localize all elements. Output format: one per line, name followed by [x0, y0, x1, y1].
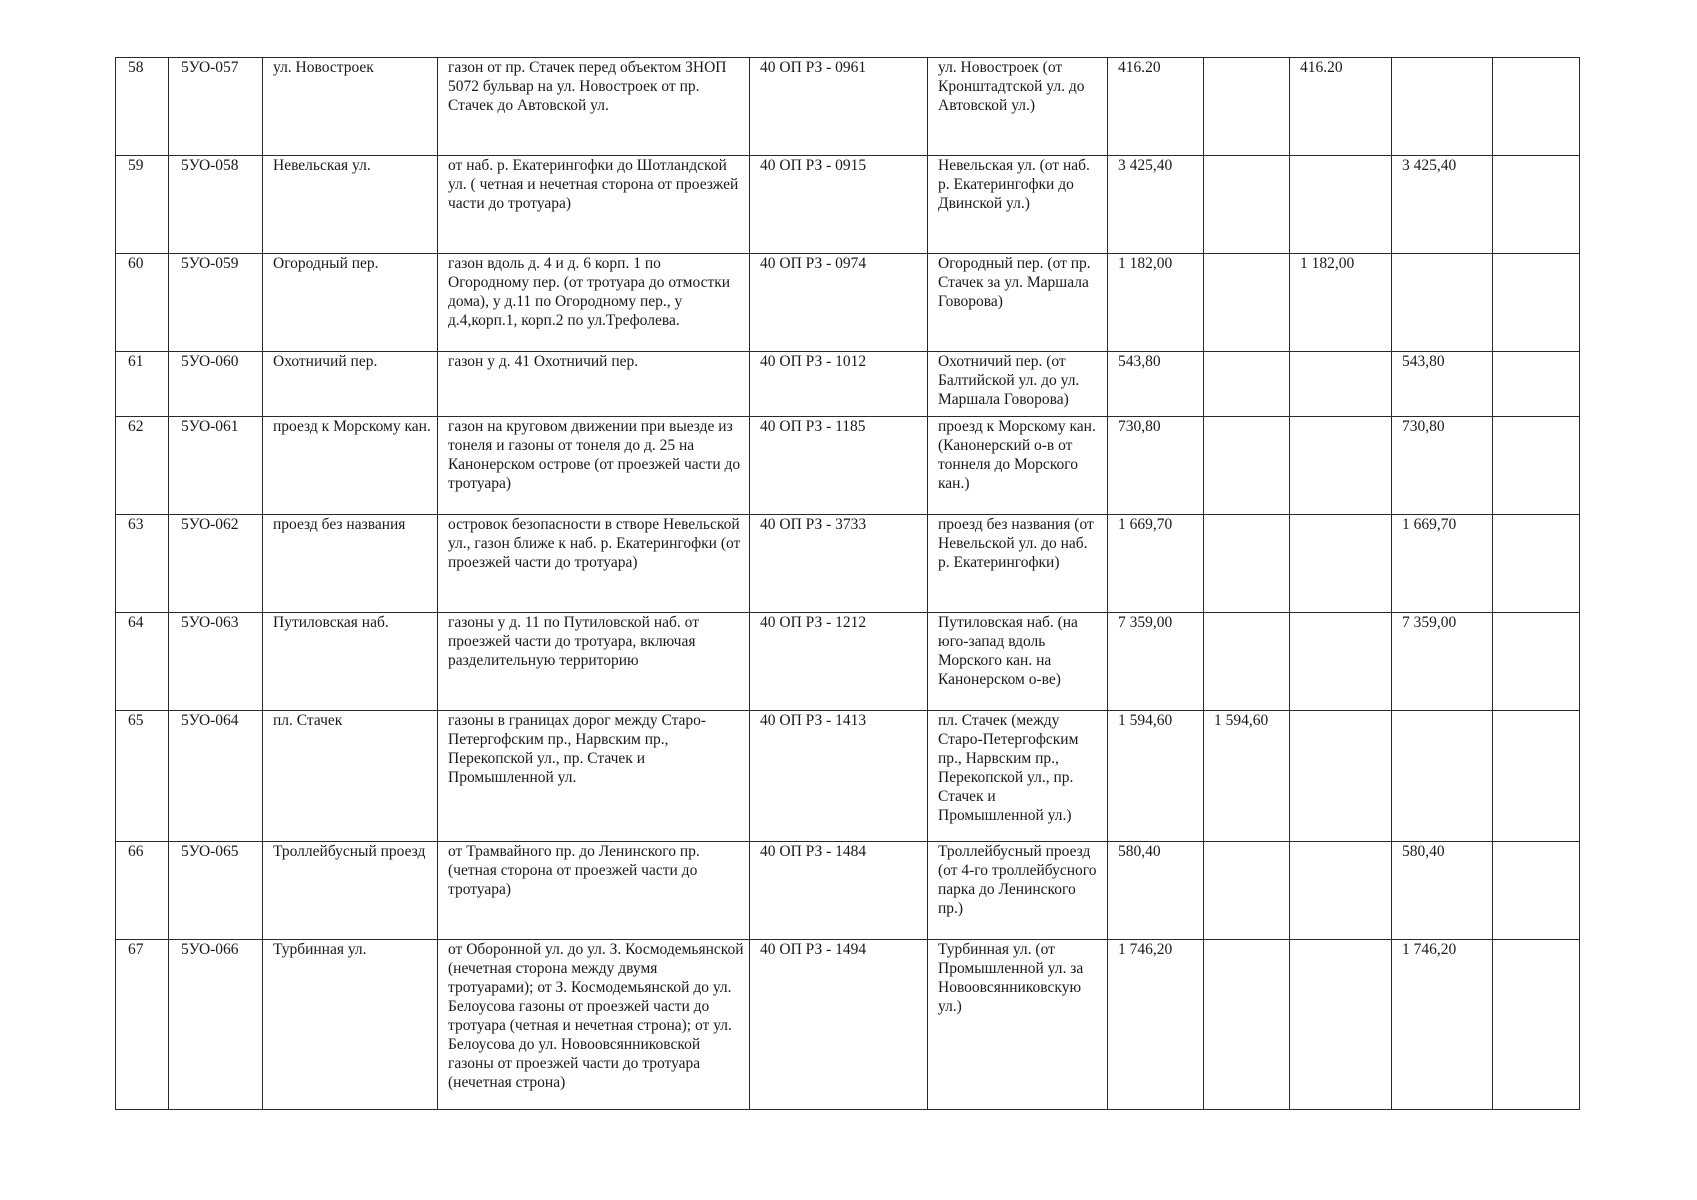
- road-section-cell: Огородный пер. (от пр. Стачек за ул. Маршала Говорова): [928, 254, 1108, 352]
- green-zones-table: [115, 57, 1580, 1110]
- area-column-4-cell: [1493, 940, 1580, 1110]
- table-row: [116, 842, 1580, 940]
- area-column-1-cell: [1204, 515, 1290, 613]
- area-column-3-cell: 3 425,40: [1392, 156, 1493, 254]
- total-area-cell: 1 594,60: [1108, 711, 1204, 842]
- area-column-1-cell: [1204, 613, 1290, 711]
- total-area-cell: 580,40: [1108, 842, 1204, 940]
- area-column-3-cell: [1392, 711, 1493, 842]
- street-name-cell: Троллейбусный проезд: [263, 842, 438, 940]
- total-area-cell: 7 359,00: [1108, 613, 1204, 711]
- object-code-cell: 5УО-065: [169, 842, 263, 940]
- row-number-cell: 61: [116, 352, 169, 417]
- total-area-cell: 730,80: [1108, 417, 1204, 515]
- area-column-4-cell: [1493, 156, 1580, 254]
- area-column-1-cell: 1 594,60: [1204, 711, 1290, 842]
- object-code-cell: 5УО-059: [169, 254, 263, 352]
- object-code-cell: 5УО-060: [169, 352, 263, 417]
- road-id-cell: 40 ОП РЗ - 3733: [750, 515, 928, 613]
- road-section-cell: Невельская ул. (от наб. р. Екатерингофки до Двинской ул.): [928, 156, 1108, 254]
- area-column-4-cell: [1493, 613, 1580, 711]
- area-column-1-cell: [1204, 842, 1290, 940]
- area-column-4-cell: [1493, 352, 1580, 417]
- street-name-cell: Турбинная ул.: [263, 940, 438, 1110]
- green-zone-description-cell: газон вдоль д. 4 и д. 6 корп. 1 по Огородному пер. (от тротуара до отмостки дома), у д.11 по Огородному пер., у д.4,корп.1, корп.2 по ул.Трефолева.: [438, 254, 750, 352]
- area-column-1-cell: [1204, 156, 1290, 254]
- road-section-cell: проезд без названия (от Невельской ул. до наб. р. Екатерингофки): [928, 515, 1108, 613]
- green-zone-description-cell: островок безопасности в створе Невельской ул., газон ближе к наб. р. Екатерингофки (от проезжей части до тротуара): [438, 515, 750, 613]
- object-code-cell: 5УО-058: [169, 156, 263, 254]
- street-name-cell: ул. Новостроек: [263, 58, 438, 156]
- object-code-cell: 5УО-057: [169, 58, 263, 156]
- street-name-cell: Невельская ул.: [263, 156, 438, 254]
- street-name-cell: проезд без названия: [263, 515, 438, 613]
- area-column-3-cell: [1392, 254, 1493, 352]
- road-section-cell: Турбинная ул. (от Промышленной ул. за Новоовсянниковскую ул.): [928, 940, 1108, 1110]
- table-row: [116, 613, 1580, 711]
- total-area-cell: 543,80: [1108, 352, 1204, 417]
- total-area-cell: 416.20: [1108, 58, 1204, 156]
- road-id-cell: 40 ОП РЗ - 0915: [750, 156, 928, 254]
- road-id-cell: 40 ОП РЗ - 1413: [750, 711, 928, 842]
- road-section-cell: ул. Новостроек (от Кронштадтской ул. до Автовской ул.): [928, 58, 1108, 156]
- row-number-cell: 64: [116, 613, 169, 711]
- area-column-4-cell: [1493, 58, 1580, 156]
- road-id-cell: 40 ОП РЗ - 1484: [750, 842, 928, 940]
- table-row: [116, 254, 1580, 352]
- area-column-3-cell: 580,40: [1392, 842, 1493, 940]
- area-column-2-cell: [1290, 613, 1392, 711]
- object-code-cell: 5УО-064: [169, 711, 263, 842]
- area-column-4-cell: [1493, 417, 1580, 515]
- road-id-cell: 40 ОП РЗ - 1494: [750, 940, 928, 1110]
- area-column-2-cell: [1290, 940, 1392, 1110]
- street-name-cell: Охотничий пер.: [263, 352, 438, 417]
- area-column-2-cell: [1290, 842, 1392, 940]
- row-number-cell: 66: [116, 842, 169, 940]
- area-column-2-cell: 1 182,00: [1290, 254, 1392, 352]
- object-code-cell: 5УО-066: [169, 940, 263, 1110]
- total-area-cell: 1 669,70: [1108, 515, 1204, 613]
- street-name-cell: Огородный пер.: [263, 254, 438, 352]
- area-column-3-cell: 543,80: [1392, 352, 1493, 417]
- area-column-3-cell: 7 359,00: [1392, 613, 1493, 711]
- road-id-cell: 40 ОП РЗ - 0974: [750, 254, 928, 352]
- area-column-2-cell: [1290, 711, 1392, 842]
- table-row: [116, 940, 1580, 1110]
- street-name-cell: Путиловская наб.: [263, 613, 438, 711]
- road-id-cell: 40 ОП РЗ - 1212: [750, 613, 928, 711]
- road-section-cell: Троллейбусный проезд (от 4-го троллейбусного парка до Ленинского пр.): [928, 842, 1108, 940]
- total-area-cell: 1 746,20: [1108, 940, 1204, 1110]
- table-row: [116, 156, 1580, 254]
- row-number-cell: 65: [116, 711, 169, 842]
- road-id-cell: 40 ОП РЗ - 1185: [750, 417, 928, 515]
- table-body: [116, 58, 1580, 1110]
- table-row: [116, 417, 1580, 515]
- area-column-3-cell: 1 746,20: [1392, 940, 1493, 1110]
- total-area-cell: 1 182,00: [1108, 254, 1204, 352]
- street-name-cell: пл. Стачек: [263, 711, 438, 842]
- area-column-4-cell: [1493, 711, 1580, 842]
- area-column-2-cell: [1290, 417, 1392, 515]
- area-column-2-cell: [1290, 156, 1392, 254]
- area-column-3-cell: [1392, 58, 1493, 156]
- road-section-cell: Путиловская наб. (на юго-запад вдоль Морского кан. на Канонерском о-ве): [928, 613, 1108, 711]
- table-row: [116, 711, 1580, 842]
- area-column-4-cell: [1493, 842, 1580, 940]
- road-section-cell: проезд к Морскому кан. (Канонерский о-в от тоннеля до Морского кан.): [928, 417, 1108, 515]
- area-column-2-cell: [1290, 352, 1392, 417]
- road-id-cell: 40 ОП РЗ - 0961: [750, 58, 928, 156]
- area-column-1-cell: [1204, 940, 1290, 1110]
- table-row: [116, 58, 1580, 156]
- green-zone-description-cell: от Оборонной ул. до ул. З. Космодемьянской (нечетная сторона между двумя тротуарами); от З. Космодемьянской до ул. Белоусова газоны от проезжей части до тротуара (четная и нечетная строна); от ул. Белоусова до ул. Новоовсянниковской газоны от проезжей части до тротуара (нечетная строна): [438, 940, 750, 1110]
- area-column-4-cell: [1493, 515, 1580, 613]
- green-zone-description-cell: от Трамвайного пр. до Ленинского пр. (четная сторона от проезжей части до тротуара): [438, 842, 750, 940]
- table-row: [116, 352, 1580, 417]
- row-number-cell: 60: [116, 254, 169, 352]
- area-column-3-cell: 1 669,70: [1392, 515, 1493, 613]
- green-zone-description-cell: газон у д. 41 Охотничий пер.: [438, 352, 750, 417]
- green-zone-description-cell: газон от пр. Стачек перед объектом ЗНОП 5072 бульвар на ул. Новостроек от пр. Стачек до Автовской ул.: [438, 58, 750, 156]
- road-id-cell: 40 ОП РЗ - 1012: [750, 352, 928, 417]
- area-column-1-cell: [1204, 352, 1290, 417]
- area-column-1-cell: [1204, 58, 1290, 156]
- object-code-cell: 5УО-063: [169, 613, 263, 711]
- green-zone-description-cell: газоны у д. 11 по Путиловской наб. от проезжей части до тротуара, включая разделительную территорию: [438, 613, 750, 711]
- table-row: [116, 515, 1580, 613]
- road-section-cell: пл. Стачек (между Старо-Петергофским пр., Нарвским пр., Перекопской ул., пр. Стачек и Промышленной ул.): [928, 711, 1108, 842]
- row-number-cell: 67: [116, 940, 169, 1110]
- area-column-3-cell: 730,80: [1392, 417, 1493, 515]
- total-area-cell: 3 425,40: [1108, 156, 1204, 254]
- street-name-cell: проезд к Морскому кан.: [263, 417, 438, 515]
- object-code-cell: 5УО-062: [169, 515, 263, 613]
- row-number-cell: 59: [116, 156, 169, 254]
- green-zone-description-cell: газон на круговом движении при выезде из тонеля и газоны от тонеля до д. 25 на Канонерском острове (от проезжей части до тротуара): [438, 417, 750, 515]
- area-column-2-cell: 416.20: [1290, 58, 1392, 156]
- row-number-cell: 63: [116, 515, 169, 613]
- area-column-4-cell: [1493, 254, 1580, 352]
- row-number-cell: 58: [116, 58, 169, 156]
- area-column-1-cell: [1204, 417, 1290, 515]
- green-zone-description-cell: газоны в границах дорог между Старо-Петергофским пр., Нарвским пр., Перекопской ул., пр. Стачек и Промышленной ул.: [438, 711, 750, 842]
- object-code-cell: 5УО-061: [169, 417, 263, 515]
- road-section-cell: Охотничий пер. (от Балтийской ул. до ул. Маршала Говорова): [928, 352, 1108, 417]
- area-column-2-cell: [1290, 515, 1392, 613]
- area-column-1-cell: [1204, 254, 1290, 352]
- green-zone-description-cell: от наб. р. Екатерингофки до Шотландской ул. ( четная и нечетная сторона от проезжей части до тротуара): [438, 156, 750, 254]
- row-number-cell: 62: [116, 417, 169, 515]
